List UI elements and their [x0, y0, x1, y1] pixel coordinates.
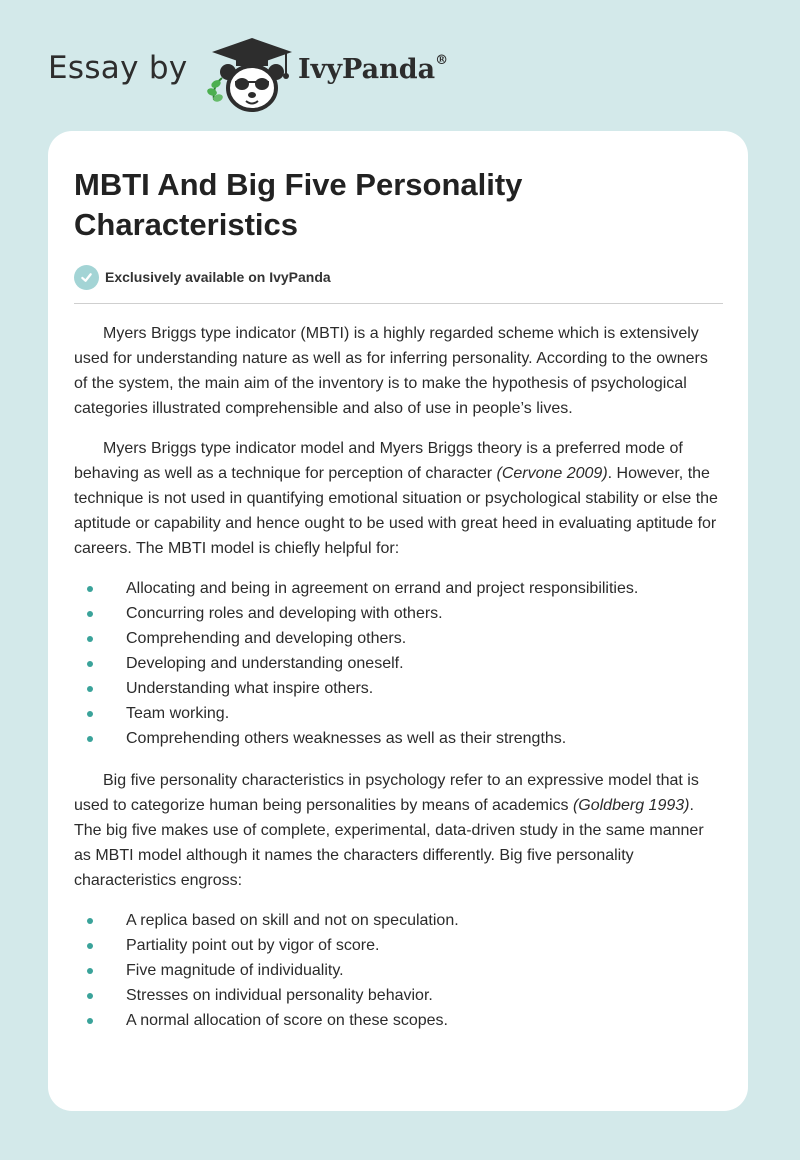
bullet-icon: [87, 636, 93, 642]
bullet-icon: [87, 968, 93, 974]
bullet-icon: [87, 943, 93, 949]
essay-body: [74, 321, 724, 1050]
panda-graduate-icon: [200, 34, 298, 112]
brand-prefix: Essay by: [48, 50, 188, 86]
bullet-icon: [87, 711, 93, 717]
list-item: Developing and understanding oneself.: [74, 651, 724, 676]
exclusive-badge: [74, 264, 331, 290]
paragraph-2: Myers Briggs type indicator model and Myers Briggs theory is a preferred mode of behaving as well as a technique for perception of character (Cervone 2009). However, the technique is not used in quantifying emotional situation or psychological stability or else the aptitude or capability and hence ought to be used with great heed in evaluating aptitude for careers. The MBTI model is chiefly helpful for:: [74, 440, 718, 557]
brand-name: IvyPanda®: [298, 53, 449, 85]
list-item: Five magnitude of individuality.: [74, 958, 724, 983]
list-item: A normal allocation of score on these scopes.: [74, 1008, 724, 1033]
check-icon: [74, 265, 99, 290]
list-item: Concurring roles and developing with others.: [74, 601, 724, 626]
list-item: Partiality point out by vigor of score.: [74, 933, 724, 958]
brand-header: [48, 34, 508, 114]
bullet-icon: [87, 661, 93, 667]
divider: [74, 303, 723, 304]
essay-card: [48, 131, 748, 1111]
bullet-icon: [87, 586, 93, 592]
list-item: Allocating and being in agreement on errand and project responsibilities.: [74, 576, 724, 601]
list-item: A replica based on skill and not on speculation.: [74, 908, 724, 933]
list-item: Stresses on individual personality behavior.: [74, 983, 724, 1008]
list-item: Understanding what inspire others.: [74, 676, 724, 701]
mbti-uses-list: [74, 576, 724, 751]
bullet-icon: [87, 736, 93, 742]
citation: (Goldberg 1993): [572, 797, 690, 814]
citation: (Cervone 2009): [496, 465, 608, 482]
list-item: Comprehending others weaknesses as well as their strengths.: [74, 726, 724, 751]
big-five-list: [74, 908, 724, 1033]
list-item: Comprehending and developing others.: [74, 626, 724, 651]
page-title: MBTI And Big Five Personality Characteristics: [74, 167, 523, 242]
paragraph-3: Big five personality characteristics in psychology refer to an expressive model that is used to categorize human being personalities by means of academics (Goldberg 1993). The big five makes use of complete, experimental, data-driven study in the same manner as MBTI model although it names the characters differently. Big five personality characteristics engross:: [74, 772, 704, 889]
bullet-icon: [87, 993, 93, 999]
bullet-icon: [87, 611, 93, 617]
paragraph-1: Myers Briggs type indicator (MBTI) is a highly regarded scheme which is extensively used for understanding nature as well as for inferring personality. According to the owners of the system, the main aim of the inventory is to make the hypothesis of psychological categories illustrated comprehensible and also of use in people’s lives.: [74, 325, 708, 417]
badge-text: Exclusively available on IvyPanda: [105, 269, 331, 285]
list-item: Team working.: [74, 701, 724, 726]
bullet-icon: [87, 918, 93, 924]
bullet-icon: [87, 686, 93, 692]
bullet-icon: [87, 1018, 93, 1024]
